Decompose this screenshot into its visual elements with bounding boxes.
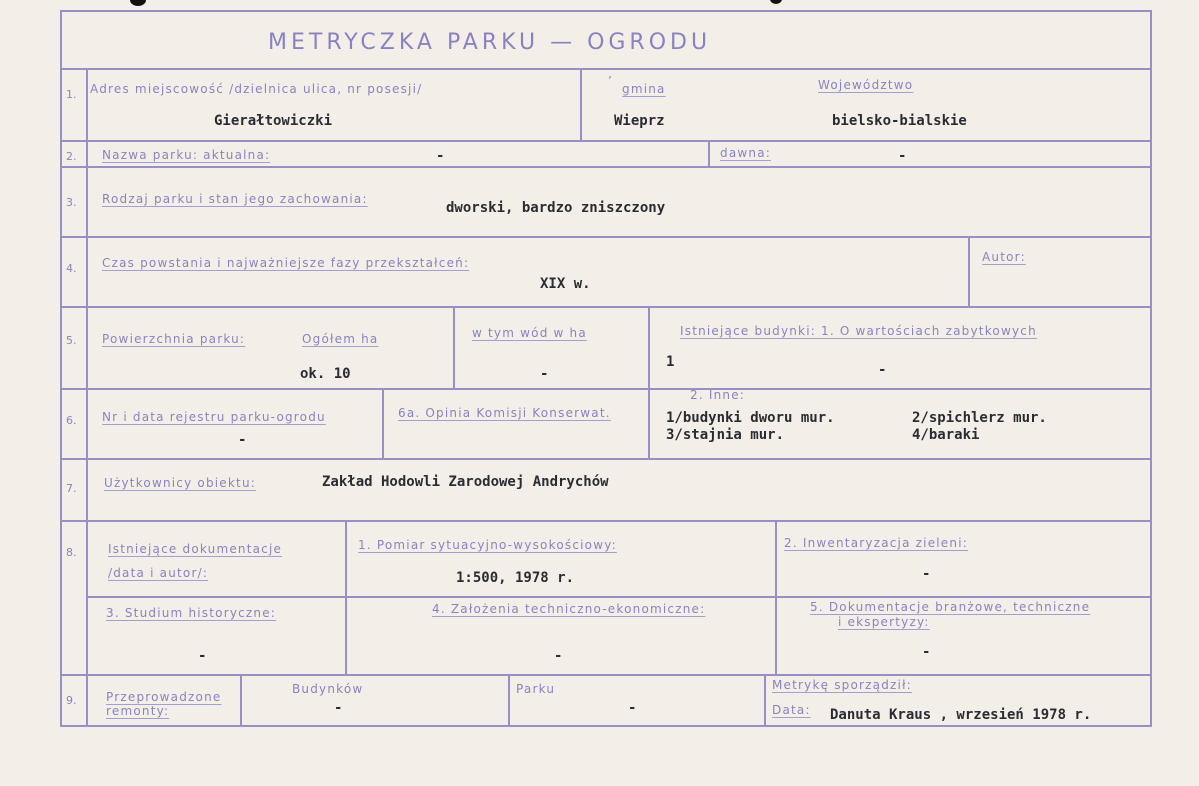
gmina-label: gmina [622,82,666,96]
park-type-label: Rodzaj parku i stan jego zachowania: [102,192,368,206]
other-buildings-4: 4/baraki [912,427,980,443]
area-total-value: ok. 10 [300,366,351,382]
row-number: 9. [66,694,77,707]
greenery-inventory-label: 2. Inwentaryzacja zieleni: [784,536,968,550]
users-value: Zakład Hodowli Zarodowej Andrychów [322,474,609,490]
frame-top [60,10,1152,12]
water-area-value: - [540,366,549,382]
users-label: Użytkownicy obiektu: [104,476,256,490]
row-number: 1. [66,88,77,101]
row-number: 5. [66,334,77,347]
address-value: Gierałtowiczki [214,113,333,129]
current-name-value: - [436,148,445,164]
number-column-line [86,70,88,725]
technical-assumptions-value: - [554,648,563,664]
survey-value: 1:500, 1978 r. [456,570,575,586]
park-repairs-value: - [628,700,637,716]
history-phases-value: XIX w. [540,276,591,292]
voivodeship-value: bielsko-bialskie [832,113,967,129]
park-type-value: dworski, bardzo zniszczony [446,200,666,216]
register-label: Nr i data rejestru parku-ogrodu [102,410,326,424]
row-number: 4. [66,262,77,275]
other-buildings-1: 1/budynki dworu mur. [666,410,835,426]
former-name-value: - [898,148,907,164]
date-label: Data: [772,703,811,717]
frame-right [1150,10,1152,725]
register-value: - [238,432,247,448]
history-phases-label: Czas powstania i najważniejsze fazy przekształceń: [102,256,470,270]
repairs-label-1: Przeprowadzone [106,690,222,704]
repairs-label-2: remonty: [106,704,170,718]
greenery-inventory-value: - [922,566,931,582]
row-number: 3. [66,196,77,209]
author-label: Autor: [982,250,1026,264]
existing-buildings-number: 1 [666,354,675,370]
current-name-label: Nazwa parku: aktualna: [102,148,271,162]
historic-buildings-value: - [878,362,887,378]
conservation-opinion-label: 6a. Opinia Komisji Konserwat. [398,406,611,420]
page-title: METRYCZKA PARKU — OGRODU [268,30,712,55]
tick-mark: ’ [608,74,614,88]
water-area-label: w tym wód w ha [472,326,587,340]
address-label: Adres miejscowość /dzielnica ulica, nr posesji/ [90,82,423,96]
historical-study-value: - [198,648,207,664]
existing-buildings-label: Istniejące budynki: 1. O wartościach zabytkowych [680,324,1037,338]
historical-study-label: 3. Studium historyczne: [106,606,277,620]
other-buildings-3: 3/stajnia mur. [666,427,785,443]
branch-docs-value: - [922,644,931,660]
ink-mark [130,0,146,6]
gmina-value: Wieprz [614,113,665,129]
prepared-by-label: Metrykę sporządził: [772,678,912,692]
prepared-by-value: Danuta Kraus , wrzesień 1978 r. [830,707,1092,723]
documents-label-1: Istniejące dokumentacje [108,542,283,556]
ink-mark [770,0,782,4]
buildings-repairs-value: - [334,700,343,716]
area-label: Powierzchnia parku: [102,332,246,346]
survey-label: 1. Pomiar sytuacyjno-wysokościowy: [358,538,617,552]
row-number: 7. [66,482,77,495]
other-buildings-label: 2. Inne: [690,388,746,402]
row-number: 2. [66,150,77,163]
park-repairs-label: Parku [516,682,556,696]
documents-label-2: /data i autor/: [108,566,209,580]
voivodeship-label: Województwo [818,78,914,92]
row-number: 6. [66,414,77,427]
row-number: 8. [66,546,77,559]
frame-bottom [60,725,1152,727]
branch-docs-label-2: i ekspertyzy: [838,615,930,629]
buildings-repairs-label: Budynków [292,682,364,696]
branch-docs-label-1: 5. Dokumentacje branżowe, techniczne [810,600,1091,614]
other-buildings-2: 2/spichlerz mur. [912,410,1047,426]
technical-assumptions-label: 4. Założenia techniczno-ekonomiczne: [432,602,706,616]
former-name-label: dawna: [720,146,771,160]
frame-left [60,10,62,725]
area-total-label: Ogółem ha [302,332,379,346]
